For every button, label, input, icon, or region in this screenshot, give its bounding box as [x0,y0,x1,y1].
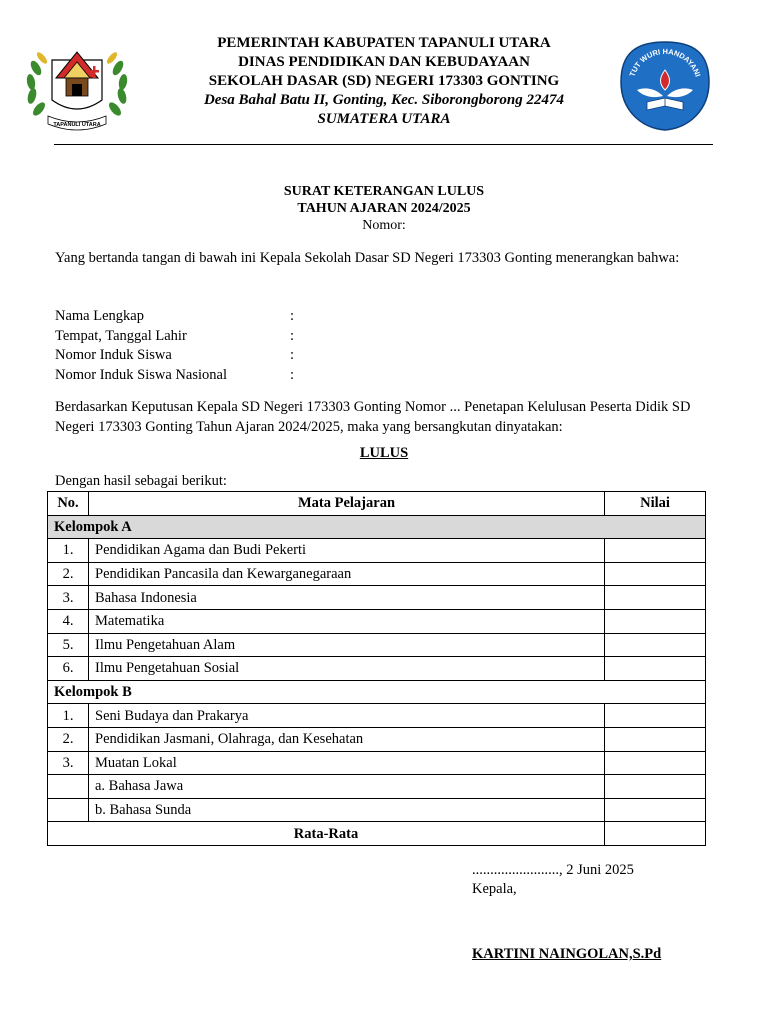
row-score[interactable] [605,798,706,822]
field-separator: : [290,308,295,324]
title-line-2: TAHUN AJARAN 2024/2025 [297,201,471,216]
row-subject: Ilmu Pengetahuan Sosial [89,657,605,681]
decision-paragraph: Berdasarkan Keputusan Kepala SD Negeri 173303 Gonting Nomor ... Penetapan Kelulusan Peserta Didik SD Negeri 173303 Gonting Tahun Ajaran 2024/2025, maka yang bersangkutan dinyatakan: [55,399,691,435]
row-subject: Matematika [89,609,605,633]
row-no: 1. [48,704,89,728]
row-score[interactable] [605,609,706,633]
graduation-status: LULUS [359,445,409,461]
row-subject: Seni Budaya dan Prakarya [89,704,605,728]
row-score[interactable] [605,586,706,610]
row-no: 3. [48,586,89,610]
field-label: Nama Lengkap [55,308,144,324]
average-row [48,822,706,846]
letterhead [150,34,618,129]
row-score[interactable] [605,775,706,799]
document-title [0,183,768,234]
table-row [48,775,706,799]
school-name: SEKOLAH DASAR (SD) NEGERI 173303 GONTING [208,73,560,89]
row-no: 3. [48,751,89,775]
row-score[interactable] [605,727,706,751]
results-intro: Dengan hasil sebagai berikut: [55,473,227,489]
row-no: 6. [48,657,89,681]
group-a-label: Kelompok A [48,515,706,539]
tapanuli-utara-emblem-icon [22,38,132,136]
grades-table [47,491,706,846]
row-subject: b. Bahasa Sunda [89,798,605,822]
row-no [48,798,89,822]
row-score[interactable] [605,704,706,728]
table-header-row [48,492,706,516]
department-name: DINAS PENDIDIKAN DAN KEBUDAYAAN [238,54,530,70]
average-score[interactable] [605,822,706,846]
table-row [48,586,706,610]
signature-place-date: ........................, 2 Juni 2025 [472,862,634,878]
letterhead-divider [54,144,713,145]
header-score: Nilai [605,492,706,516]
tut-wuri-handayani-logo-icon [617,40,713,132]
row-subject: Pendidikan Agama dan Budi Pekerti [89,539,605,563]
field-separator: : [290,347,295,363]
table-row [48,633,706,657]
row-score[interactable] [605,657,706,681]
header-subject: Mata Pelajaran [89,492,605,516]
row-no: 5. [48,633,89,657]
government-name: PEMERINTAH KABUPATEN TAPANULI UTARA [217,35,551,51]
field-label: Tempat, Tanggal Lahir [55,327,187,344]
row-no: 2. [48,727,89,751]
field-separator: : [290,327,295,344]
school-address: Desa Bahal Batu II, Gonting, Kec. Siborongborong 22474 [203,92,565,108]
signature-role: Kepala, [472,881,517,897]
row-subject: Muatan Lokal [89,751,605,775]
row-no: 4. [48,609,89,633]
table-row [48,609,706,633]
intro-paragraph: Yang bertanda tangan di bawah ini Kepala Sekolah Dasar SD Negeri 173303 Gonting menerangkan bahwa: [55,250,680,266]
field-label: Nomor Induk Siswa Nasional [55,366,227,383]
row-score[interactable] [605,562,706,586]
title-line-1: SURAT KETERANGAN LULUS [283,184,485,199]
row-subject: Pendidikan Pancasila dan Kewarganegaraan [89,562,605,586]
row-score[interactable] [605,539,706,563]
school-province: SUMATERA UTARA [317,111,451,127]
svg-text:TAPANULI UTARA: TAPANULI UTARA [53,122,101,128]
group-b-label: Kelompok B [48,680,706,704]
header-no: No. [48,492,89,516]
row-subject: Pendidikan Jasmani, Olahraga, dan Kesehatan [89,727,605,751]
table-row [48,798,706,822]
row-subject: Ilmu Pengetahuan Alam [89,633,605,657]
row-score[interactable] [605,751,706,775]
table-row [48,562,706,586]
table-row [48,657,706,681]
field-separator: : [290,366,295,383]
row-score[interactable] [605,633,706,657]
table-row [48,539,706,563]
svg-text:TUT WURI HANDAYANI: TUT WURI HANDAYANI [627,46,703,78]
group-b-row [48,680,706,704]
document-number: Nomor: [362,218,406,233]
row-no: 1. [48,539,89,563]
row-subject: a. Bahasa Jawa [89,775,605,799]
group-a-row [48,515,706,539]
row-subject: Bahasa Indonesia [89,586,605,610]
average-label: Rata-Rata [48,822,605,846]
table-row [48,727,706,751]
table-row [48,704,706,728]
table-row [48,751,706,775]
row-no [48,775,89,799]
row-no: 2. [48,562,89,586]
field-label: Nomor Induk Siswa [55,347,172,363]
signature-name: KARTINI NAINGOLAN,S.Pd [472,946,662,962]
